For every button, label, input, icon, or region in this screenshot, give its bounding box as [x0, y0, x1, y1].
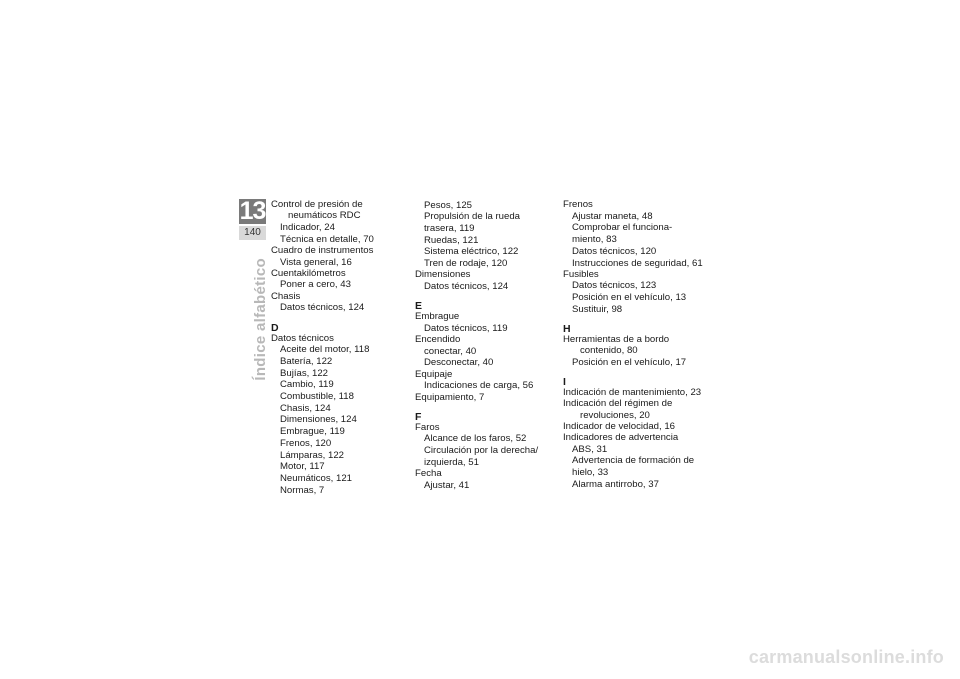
page-number: 140: [239, 226, 266, 240]
index-subentry: conectar, 40: [424, 345, 477, 357]
index-subentry: Datos técnicos, 119: [424, 322, 508, 334]
index-subentry: Alarma antirrobo, 37: [572, 478, 659, 490]
index-subentry: Advertencia de formación de: [572, 455, 695, 467]
index-subentry: Normas, 7: [280, 484, 325, 496]
index-term: Indicador de velocidad, 16: [563, 420, 676, 432]
index-term-continuation: revoluciones, 20: [580, 409, 650, 421]
index-term: Herramientas de a bordo: [563, 334, 670, 346]
index-subentry: trasera, 119: [424, 222, 475, 234]
index-subentry: ABS, 31: [572, 443, 608, 455]
section-title: Índice alfabético: [252, 258, 269, 381]
index-subentry: Poner a cero, 43: [280, 279, 351, 291]
index-letter-heading: E: [415, 300, 423, 313]
index-subentry: Desconectar, 40: [424, 357, 494, 369]
chapter-number: 13: [239, 197, 266, 225]
index-subentry: Batería, 122: [280, 355, 333, 367]
index-term: Indicación de mantenimiento, 23: [563, 387, 702, 399]
index-subentry: Tren de rodaje, 120: [424, 258, 508, 270]
index-column-3: [563, 199, 703, 490]
index-subentry: Circulación por la derecha/: [424, 445, 539, 457]
index-term: Indicadores de advertencia: [563, 431, 679, 443]
index-subentry: Dimensiones, 124: [280, 414, 357, 426]
index-column-1: [271, 199, 411, 496]
index-subentry: Vista general, 16: [280, 256, 352, 268]
index-subentry: Técnica en detalle, 70: [280, 233, 374, 245]
index-term: Cuentakilómetros: [271, 267, 346, 279]
index-subentry: Comprobar el funciona-: [572, 222, 673, 234]
index-term: Embrague: [415, 311, 460, 323]
index-subentry: Datos técnicos, 124: [280, 302, 365, 314]
index-subentry: Sistema eléctrico, 122: [424, 246, 519, 258]
index-letter-heading: D: [271, 321, 279, 334]
index-subentry: miento, 83: [572, 234, 617, 246]
index-subentry: Datos técnicos, 120: [572, 245, 657, 257]
index-letter-heading: I: [563, 376, 566, 389]
index-subentry: Ruedas, 121: [424, 234, 479, 246]
index-subentry: Lámparas, 122: [280, 449, 344, 461]
index-term: Cuadro de instrumentos: [271, 244, 374, 256]
index-term-continuation: contenido, 80: [580, 345, 638, 357]
index-subentry: Cambio, 119: [280, 379, 334, 391]
index-subentry: Combustible, 118: [280, 391, 354, 403]
index-subentry: Propulsión de la rueda: [424, 211, 521, 223]
watermark: carmanualsonline.info: [748, 647, 944, 667]
index-subentry: Ajustar, 41: [424, 479, 470, 491]
index-term-continuation: neumáticos RDC: [288, 210, 361, 222]
index-letter-heading: H: [563, 323, 571, 336]
index-subentry: Datos técnicos, 123: [572, 280, 657, 292]
index-subentry: Motor, 117: [280, 461, 325, 473]
index-term: Control de presión de: [271, 199, 363, 210]
index-term: Chasis: [271, 290, 301, 302]
index-term: Equipaje: [415, 368, 453, 380]
index-term: Dimensiones: [415, 269, 471, 281]
index-subentry: hielo, 33: [572, 467, 609, 479]
index-subentry: Frenos, 120: [280, 437, 332, 449]
index-subentry: Pesos, 125: [424, 199, 473, 211]
index-term: Fusibles: [563, 268, 599, 280]
index-term: Frenos: [563, 199, 593, 210]
index-term: Datos técnicos: [271, 332, 334, 344]
index-subentry: izquierda, 51: [424, 456, 479, 468]
index-term: Indicación del régimen de: [563, 398, 673, 410]
index-term: Fecha: [415, 468, 442, 480]
index-subentry: Indicaciones de carga, 56: [424, 380, 534, 392]
index-term: Encendido: [415, 334, 461, 346]
index-subentry: Indicador, 24: [280, 221, 335, 233]
index-column-2: [415, 199, 555, 491]
index-term: Equipamiento, 7: [415, 391, 485, 403]
index-subentry: Ajustar maneta, 48: [572, 210, 653, 222]
index-subentry: Neumáticos, 121: [280, 472, 352, 484]
index-subentry: Embrague, 119: [280, 426, 345, 438]
index-subentry: Posición en el vehículo, 17: [572, 356, 687, 368]
index-subentry: Aceite del motor, 118: [280, 344, 370, 356]
index-subentry: Bujías, 122: [280, 367, 329, 379]
index-subentry: Datos técnicos, 124: [424, 280, 509, 292]
index-subentry: Posición en el vehículo, 13: [572, 292, 687, 304]
index-subentry: Instrucciones de seguridad, 61: [572, 257, 703, 269]
index-letter-heading: F: [415, 410, 422, 423]
index-subentry: Chasis, 124: [280, 402, 331, 414]
index-subentry: Sustituir, 98: [572, 303, 623, 315]
chapter-tab: [239, 199, 266, 241]
index-subentry: Alcance de los faros, 52: [424, 433, 527, 445]
index-term: Faros: [415, 421, 440, 433]
